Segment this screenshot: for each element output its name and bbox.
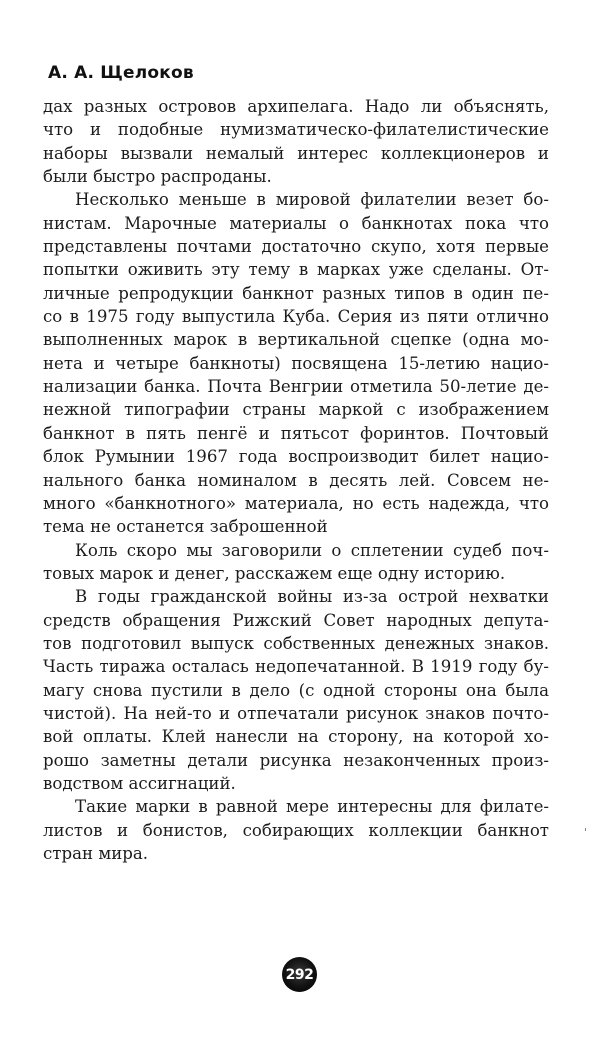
text-line: нежной типографии страны маркой с изображением <box>43 400 549 420</box>
text-line: товых марок и денег, расскажем еще одну историю. <box>43 563 506 583</box>
text-line: нализации банка. Почта Венгрии отметила 50-летие де- <box>43 377 549 397</box>
paragraph-first-line: Коль скоро мы заговорили о сплетении судеб поч- <box>75 540 549 560</box>
text-line: тема не останется заброшенной <box>43 517 328 537</box>
running-head-author: А. А. Щелоков <box>48 63 194 83</box>
paragraph-first-line: Несколько меньше в мировой филателии везет бо- <box>75 190 549 210</box>
text-line: магу снова пустили в дело (с одной стороны она была <box>43 680 549 700</box>
text-line: нистам. Марочные материалы о банкнотах пока что <box>43 213 549 233</box>
text-line: много «банкнотного» материала, но есть надежда, что <box>43 493 549 513</box>
scan-speck <box>585 828 586 831</box>
text-line: стран мира. <box>43 844 149 863</box>
text-line: личные репродукции банкнот разных типов в один пе- <box>43 283 549 303</box>
text-line: наборы вызвали немалый интерес коллекционеров и <box>43 143 549 163</box>
paragraph-first-line: Такие марки в равной мере интересны для филате- <box>75 797 549 817</box>
text-line: Часть тиража осталась недопечатанной. В 1919 году бу- <box>43 657 549 677</box>
text-line: банкнот в пять пенгё и пятьсот форинтов. Почтовый <box>43 423 549 443</box>
text-line: листов и бонистов, собирающих коллекции банкнот <box>43 820 549 840</box>
text-line: водством ассигнаций. <box>43 773 236 793</box>
text-line: дах разных островов архипелага. Надо ли объяснять, <box>43 97 549 116</box>
text-line: рошо заметны детали рисунка незаконченных произ- <box>43 750 549 770</box>
text-line: нального банка номиналом в десять лей. Совсем не- <box>43 470 549 490</box>
text-line: вой оплаты. Клей нанесли на сторону, на которой хо- <box>43 727 549 747</box>
text-line: тов подготовил выпуск собственных денежных знаков. <box>43 633 549 653</box>
paragraph-first-line: В годы гражданской войны из-за острой нехватки <box>75 587 549 607</box>
page-number-badge <box>282 957 317 992</box>
text-line: были быстро распроданы. <box>43 167 272 187</box>
body-text <box>43 95 549 865</box>
text-line: средств обращения Рижский Совет народных депута- <box>43 610 549 630</box>
text-line: блок Румынии 1967 года воспроизводит билет нацио- <box>43 447 549 467</box>
text-line: выполненных марок в вертикальной сцепке (одна мо- <box>43 330 549 350</box>
text-line: чистой). На ней-то и отпечатали рисунок знаков почто- <box>43 703 549 723</box>
text-line: попытки оживить эту тему в марках уже сделаны. От- <box>43 260 549 280</box>
page-number: 292 <box>285 966 314 983</box>
text-line: что и подобные нумизматическо-филателистические <box>43 120 549 140</box>
text-line: нета и четыре банкноты) посвящена 15-летию нацио- <box>43 353 549 373</box>
text-line: представлены почтами достаточно скупо, хотя первые <box>43 237 549 257</box>
text-line: со в 1975 году выпустила Куба. Серия из пяти отлично <box>43 307 549 327</box>
